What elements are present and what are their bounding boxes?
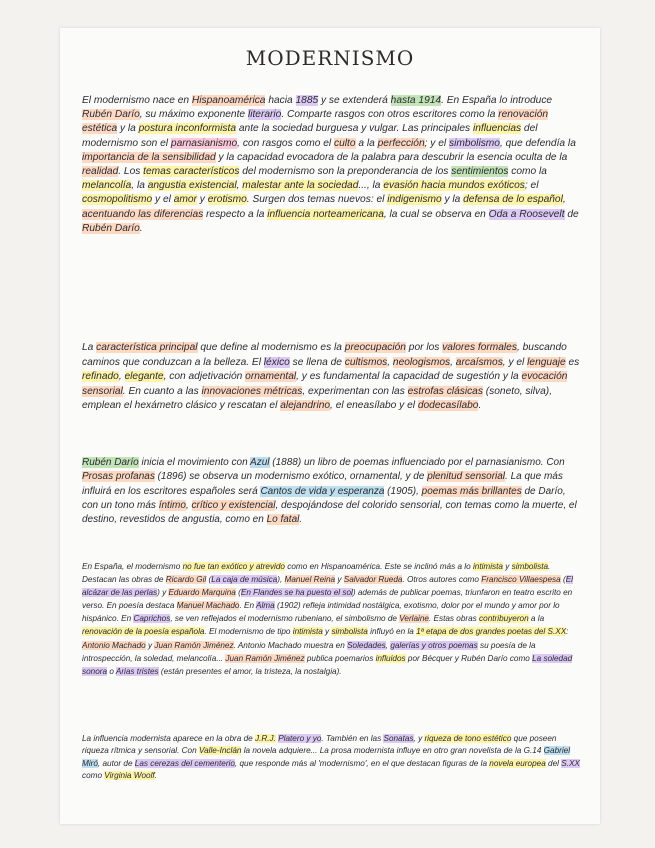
text-run: por los (405, 342, 443, 353)
highlighted-text: evocación sensorial (82, 371, 568, 397)
text-run: La (82, 342, 97, 353)
highlighted-text: Sonatas (383, 734, 414, 743)
text-run: , (387, 356, 393, 368)
text-run: , experimentan con las (302, 385, 408, 397)
highlighted-text: Rubén Darío (82, 109, 140, 121)
text-run: . (154, 771, 157, 781)
text-run: . (139, 222, 143, 234)
text-run: . Destacan las obras de (82, 562, 551, 585)
highlighted-text: S.XX (561, 758, 580, 768)
text-run: su poesía de la introspección, la soledad, melancolía... (82, 640, 536, 663)
text-run: . En (239, 601, 257, 611)
highlighted-text: Soledades (347, 640, 386, 650)
highlighted-text: Juan Ramón Jiménez (154, 640, 234, 650)
highlighted-text: crítico y existencial (191, 499, 276, 511)
highlighted-text: Cantos de vida y esperanza (260, 485, 385, 497)
paragraph-influence-prose (82, 733, 582, 783)
highlighted-text: influencias (472, 123, 522, 135)
text-run: es (565, 356, 580, 368)
paragraph-ruben-dario (82, 456, 582, 527)
text-run: ( (235, 588, 241, 598)
highlighted-text: plenitud sensorial (427, 471, 506, 483)
text-run: , con rasgos como el (237, 137, 334, 149)
highlighted-text: influencia norteamericana (267, 208, 384, 220)
highlighted-text: malestar ante la sociedad (242, 180, 359, 192)
paragraph-origins-influences (82, 94, 582, 236)
text-run: , con adjetivación (163, 371, 246, 382)
highlighted-text: La soledad sonora (82, 653, 573, 676)
text-run: y (502, 562, 512, 571)
highlighted-text: 1885 (295, 95, 319, 106)
highlighted-text: arcaísmos (455, 356, 503, 368)
highlighted-text: perfección (377, 137, 425, 149)
text-run: . Comparte rasgos con otros escritores como la (281, 109, 499, 121)
text-run: del modernismo son el (82, 123, 538, 149)
text-run: de Darío, con un tono más (82, 485, 566, 511)
highlighted-text: novela europea (489, 758, 546, 768)
highlighted-text: Prosas profanas (82, 471, 155, 483)
paragraph-modernism-in-spain (82, 560, 582, 678)
highlighted-text: Francisco Villaespesa (481, 575, 561, 585)
highlighted-text: defensa de lo español (463, 194, 563, 206)
text-run: , autor de (97, 758, 135, 768)
text-run: . También en las (321, 734, 384, 743)
text-run: , buscando caminos que conduzcan a la belleza. El (82, 342, 567, 368)
highlighted-text: intimista (292, 627, 323, 637)
highlighted-text: El alcázar de las perlas (82, 575, 573, 598)
highlighted-text: En Flandes se ha puesto el sol (240, 588, 353, 598)
highlighted-text: dodecasílabo (417, 400, 479, 411)
highlighted-text: simbolismo (449, 137, 500, 149)
text-run: respecto a la (203, 208, 268, 220)
text-run: . El modernismo de tipo (204, 627, 293, 637)
highlighted-text: realidad (82, 166, 119, 178)
text-run: ) y (157, 588, 169, 598)
text-run: , se ven reflejados el modernismo rubeniano, el simbolismo de (170, 614, 400, 624)
text-run: y (196, 194, 208, 206)
text-run: inicia el movimiento con (138, 457, 251, 468)
highlighted-text: sentimientos (451, 166, 509, 178)
text-run: , despojándose del colorido sensorial, con temas como la muerte, el destino, revestidos de angustia, como en (82, 499, 577, 526)
text-run: . (478, 400, 482, 411)
highlighted-text: Azul (250, 457, 270, 468)
text-run: ), (277, 575, 285, 585)
highlighted-text: preocupación (344, 342, 406, 353)
highlighted-text: elegante (124, 371, 164, 382)
highlighted-text: innovaciones métricas (201, 385, 303, 397)
highlighted-text: literario (247, 109, 282, 121)
text-run: (1896) se observa un modernismo exótico, ornamental, y de (154, 471, 428, 483)
highlighted-text: característica principal (96, 342, 198, 353)
text-run: (1888) un libro de poemas influenciado por el parnasianismo. Con (269, 457, 565, 468)
text-run: , que responde más al 'modernismo', en el que destacan figuras de la (234, 758, 490, 768)
highlighted-text: hasta 1914 (390, 95, 442, 106)
highlighted-text: 1ª etapa de dos grandes poetas del S.XX (416, 627, 567, 637)
highlighted-text: léxico (263, 356, 290, 368)
text-run: , la (131, 180, 148, 192)
highlighted-text: estrofas clásicas (407, 385, 483, 397)
text-run: como la (508, 166, 547, 178)
highlighted-text: refinado (82, 371, 119, 382)
text-run: . En cuanto a las (122, 385, 202, 397)
text-run: y la (441, 194, 464, 206)
text-run: que poseen riqueza rítmica y sensorial. Con (82, 734, 557, 756)
text-run: y la (117, 123, 139, 135)
text-run: ( (206, 575, 212, 585)
text-run: , (562, 194, 566, 206)
text-run: (1902) refleja intimidad nostálgica, exotismo, dolor por el mundo y amor por lo hispánico. En (82, 601, 560, 624)
text-run: publica poemarios (304, 653, 376, 663)
text-run: a la (528, 614, 545, 624)
text-run: (1905), (384, 485, 422, 497)
highlighted-text: Rubén Darío (82, 222, 140, 234)
highlighted-text: Platero y yo (278, 734, 322, 743)
highlighted-text: simbolista (331, 627, 368, 637)
highlighted-text: valores formales (442, 342, 517, 353)
highlighted-text: Eduardo Marquina (168, 588, 236, 598)
text-run: En España, el modernismo (82, 562, 183, 571)
text-run: ( (560, 575, 566, 585)
highlighted-text: Juan Ramón Jiménez (225, 653, 305, 663)
highlighted-text: acentuando las diferencias (82, 208, 204, 220)
highlighted-text: cosmopolitismo (82, 194, 153, 206)
highlighted-text: neologismos (392, 356, 451, 368)
text-run: y (322, 627, 332, 637)
text-run: . En España lo introduce (441, 95, 553, 106)
text-run: como en Hispanoamérica. Este se inclinó más a lo (285, 562, 473, 571)
text-run: , que defendía la (499, 137, 576, 149)
text-run: y (335, 575, 344, 585)
text-run: y la capacidad evocadora de la palabra para descubrir la esencia oculta de la (215, 151, 568, 163)
text-run: Las principales (399, 123, 473, 135)
highlighted-text: renovación de la poesía española (82, 627, 205, 637)
text-run: influyó en la (367, 627, 417, 637)
highlighted-text: postura inconformista (138, 123, 237, 135)
text-run: , y (413, 734, 425, 743)
text-run: que define al modernismo es la (197, 342, 345, 353)
text-run: y (145, 640, 155, 650)
text-run: ante la sociedad burguesa y vulgar. (236, 123, 400, 135)
text-run: , (185, 499, 192, 511)
text-run: ; el (524, 180, 539, 192)
highlighted-text: íntimo (158, 499, 186, 511)
highlighted-text: melancolía (82, 180, 132, 192)
highlighted-text: renovación estética (82, 109, 549, 135)
highlighted-text: Gabriel Miró (82, 746, 571, 768)
highlighted-text: poemas más brillantes (421, 485, 522, 497)
highlighted-text: lenguaje (527, 356, 566, 368)
paragraph-formal-features (82, 341, 582, 414)
text-run: . (299, 514, 303, 526)
highlighted-text: importancia de la sensibilidad (82, 151, 216, 163)
highlighted-text: parnasianismo (170, 137, 238, 149)
highlighted-text: Salvador Rueda (343, 575, 403, 585)
highlighted-text: riqueza de tono estético (424, 734, 512, 743)
highlighted-text: influidos (375, 653, 406, 663)
highlighted-text: Rubén Darío (82, 457, 139, 468)
highlighted-text: Verlaine (399, 614, 429, 624)
text-run: y el (152, 194, 174, 206)
highlighted-text: ornamental (245, 371, 297, 382)
highlighted-text: Alma (256, 601, 275, 611)
highlighted-text: J.R.J. (254, 734, 276, 743)
text-run: ..., la (358, 180, 384, 192)
text-run: . La que más influirá en los escritores españoles será (82, 471, 563, 497)
text-run: la novela adquiere... La prosa modernista influye en otro gran novelista de la G.14 (241, 746, 544, 756)
highlighted-text: simbolista (511, 562, 549, 571)
highlighted-text: angustia existencial (147, 180, 237, 192)
text-run: , (118, 371, 125, 382)
highlighted-text: indigenismo (387, 194, 442, 206)
highlighted-text: Hispanoamérica (191, 95, 266, 106)
highlighted-text: contribuyeron (479, 614, 529, 624)
highlighted-text: Arias tristes (115, 666, 159, 676)
text-run: , (236, 180, 243, 192)
text-run: , (450, 356, 456, 368)
highlighted-text: Valle-Inclán (198, 746, 242, 756)
text-run: El modernismo nace en (82, 95, 192, 106)
highlighted-text: Lo fatal (266, 514, 300, 526)
text-run: . Estas obras (428, 614, 480, 624)
text-run: (soneto, silva), emplean el hexámetro clásico y rescatan el (82, 385, 553, 411)
text-run: del modernismo son la preponderancia de los (239, 166, 452, 178)
text-run: hacia (265, 95, 296, 106)
highlighted-text: cultismos (344, 356, 388, 368)
highlighted-text: Ricardo Gil (165, 575, 207, 585)
text-run: ) además de publicar poemas, triunfaron en teatro escrito en verso. En poesía destaca (82, 588, 573, 611)
text-run: , y es fundamental la capacidad de sugestión y la (296, 371, 522, 382)
page-title: MODERNISMO (245, 46, 415, 70)
text-run: ; y el (424, 137, 449, 149)
text-run: . Surgen dos temas nuevos: el (246, 194, 388, 206)
text-run: . Antonio Machado muestra en (233, 640, 348, 650)
highlighted-text: Antonio Machado (82, 640, 146, 650)
text-run: como (82, 771, 105, 781)
text-run: o (107, 666, 116, 676)
highlighted-text: evasión hacia mundos exóticos (383, 180, 525, 192)
highlighted-text: alejandrino (280, 400, 331, 411)
highlighted-text: Virginia Woolf (104, 771, 155, 781)
highlighted-text: no fue tan exótico y atrevido (182, 562, 285, 571)
text-run: . Los (118, 166, 144, 178)
highlighted-text: culto (334, 137, 356, 149)
text-run: . Otros autores como (402, 575, 482, 585)
text-run: se llena de (289, 356, 345, 368)
text-run: , (385, 640, 391, 650)
text-run: La influencia modernista aparece en la obra de (82, 734, 255, 743)
highlighted-text: Oda a Roosevelt (488, 208, 565, 220)
highlighted-text: galerías y otros poemas (390, 640, 478, 650)
highlighted-text: intimista (472, 562, 503, 571)
text-run: y se extenderá (318, 95, 391, 106)
text-run: , su máximo exponente (139, 109, 248, 121)
highlighted-text: Las cerezas del cementerio (134, 758, 235, 768)
text-run: , la cual se observa en (383, 208, 489, 220)
text-run: : (566, 627, 569, 637)
text-run: , el eneasílabo y el (330, 400, 418, 411)
text-run: a la (355, 137, 378, 149)
highlighted-text: erotismo (207, 194, 247, 206)
text-run: (están presentes el amor, la tristeza, la nostalgia). (158, 666, 342, 676)
text-run: del (545, 758, 562, 768)
highlighted-text: temas característicos (143, 166, 240, 178)
highlighted-text: Caprichos (133, 614, 171, 624)
text-run: por Bécquer y Rubén Darío como (405, 653, 533, 663)
highlighted-text: amor (173, 194, 197, 206)
highlighted-text: La caja de música (211, 575, 278, 585)
highlighted-text: Manuel Machado (176, 601, 240, 611)
text-run: , y el (502, 356, 528, 368)
text-run: de (564, 208, 579, 220)
highlighted-text: Manuel Reina (284, 575, 336, 585)
notebook-page (60, 28, 600, 824)
